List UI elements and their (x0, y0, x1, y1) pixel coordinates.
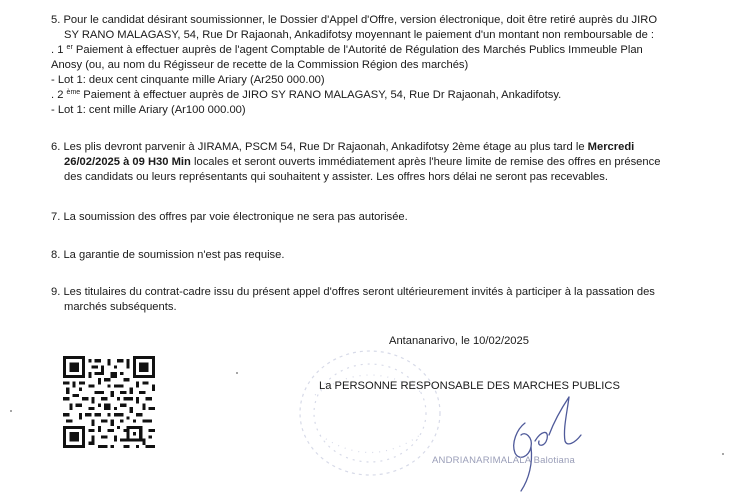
scan-speck (722, 453, 724, 455)
item-6-line: 6. Les plis devront parvenir à JIRAMA, PSCM 54, Rue Dr Rajaonah, Ankadifotsy 2ème étage au plus tard le Mercredi (51, 141, 635, 153)
official-stamp (285, 335, 455, 485)
signatory-name: ANDRIANARIMALALA Balotiana (432, 455, 576, 466)
item-6-line: des candidats ou leurs représentants qui souhaitent y assister. Les offres hors délai ne seront pas recevables. (64, 171, 608, 183)
scan-speck (236, 372, 238, 374)
payment-1-line: . 1 $^{er}$ Paiement à effectuer auprès de l'agent Comptable de l'Autorité de Régulation des Marchés Publics Immeuble Plan (51, 44, 643, 56)
deadline-datetime: 26/02/2025 à 09 H30 Min (64, 156, 191, 168)
item-7-electronic-submission: 7. La soumission des offres par voie électronique ne sera pas autorisée. (51, 211, 408, 223)
item-5-line: 5. Pour le candidat désirant soumissionner, le Dossier d'Appel d'Offre, version électronique, doit être retiré auprès du JIRO (51, 14, 658, 26)
deadline-day: Mercredi (587, 141, 635, 153)
handwritten-signature (495, 395, 585, 494)
qr-code-icon (63, 356, 155, 448)
item-5-line: SY RANO MALAGASY, 54, Rue Dr Rajaonah, Ankadifotsy moyennant le paiement d'un montant non remboursable de : (64, 29, 655, 41)
item-6-line: 26/02/2025 à 09 H30 Min locales et seront ouverts immédiatement après l'heure limite de remise des offres en présence (64, 156, 661, 168)
scan-speck (10, 410, 12, 412)
lot-1-amount: - Lot 1: cent mille Ariary (Ar100 000.00) (51, 104, 246, 116)
signatory-role: La PERSONNE RESPONSABLE DES MARCHES PUBLICS (319, 380, 620, 392)
item-6-submission-deadline (51, 140, 711, 185)
item-8-bid-guarantee: 8. La garantie de soumission n'est pas requise. (51, 249, 285, 261)
place-date: Antananarivo, le 10/02/2025 (389, 335, 529, 347)
lot-1-amount: - Lot 1: deux cent cinquante mille Ariary (Ar250 000.00) (51, 74, 325, 86)
item-5-withdrawal-payment (51, 13, 711, 118)
item-9-framework-holders: 9. Les titulaires du contrat-cadre issu du présent appel d'offres seront ultérieurement invités à participer à la passation des marchés subséquents. (51, 286, 655, 313)
item-5-line: Anosy (ou, au nom du Régisseur de recette de la Commission Région des marchés) (51, 59, 469, 71)
payment-2-line: . 2 $^{ème}$ Paiement à effectuer auprès de JIRO SY RANO MALAGASY, 54, Rue Dr Rajaonah, Ankadifotsy. (51, 89, 562, 101)
